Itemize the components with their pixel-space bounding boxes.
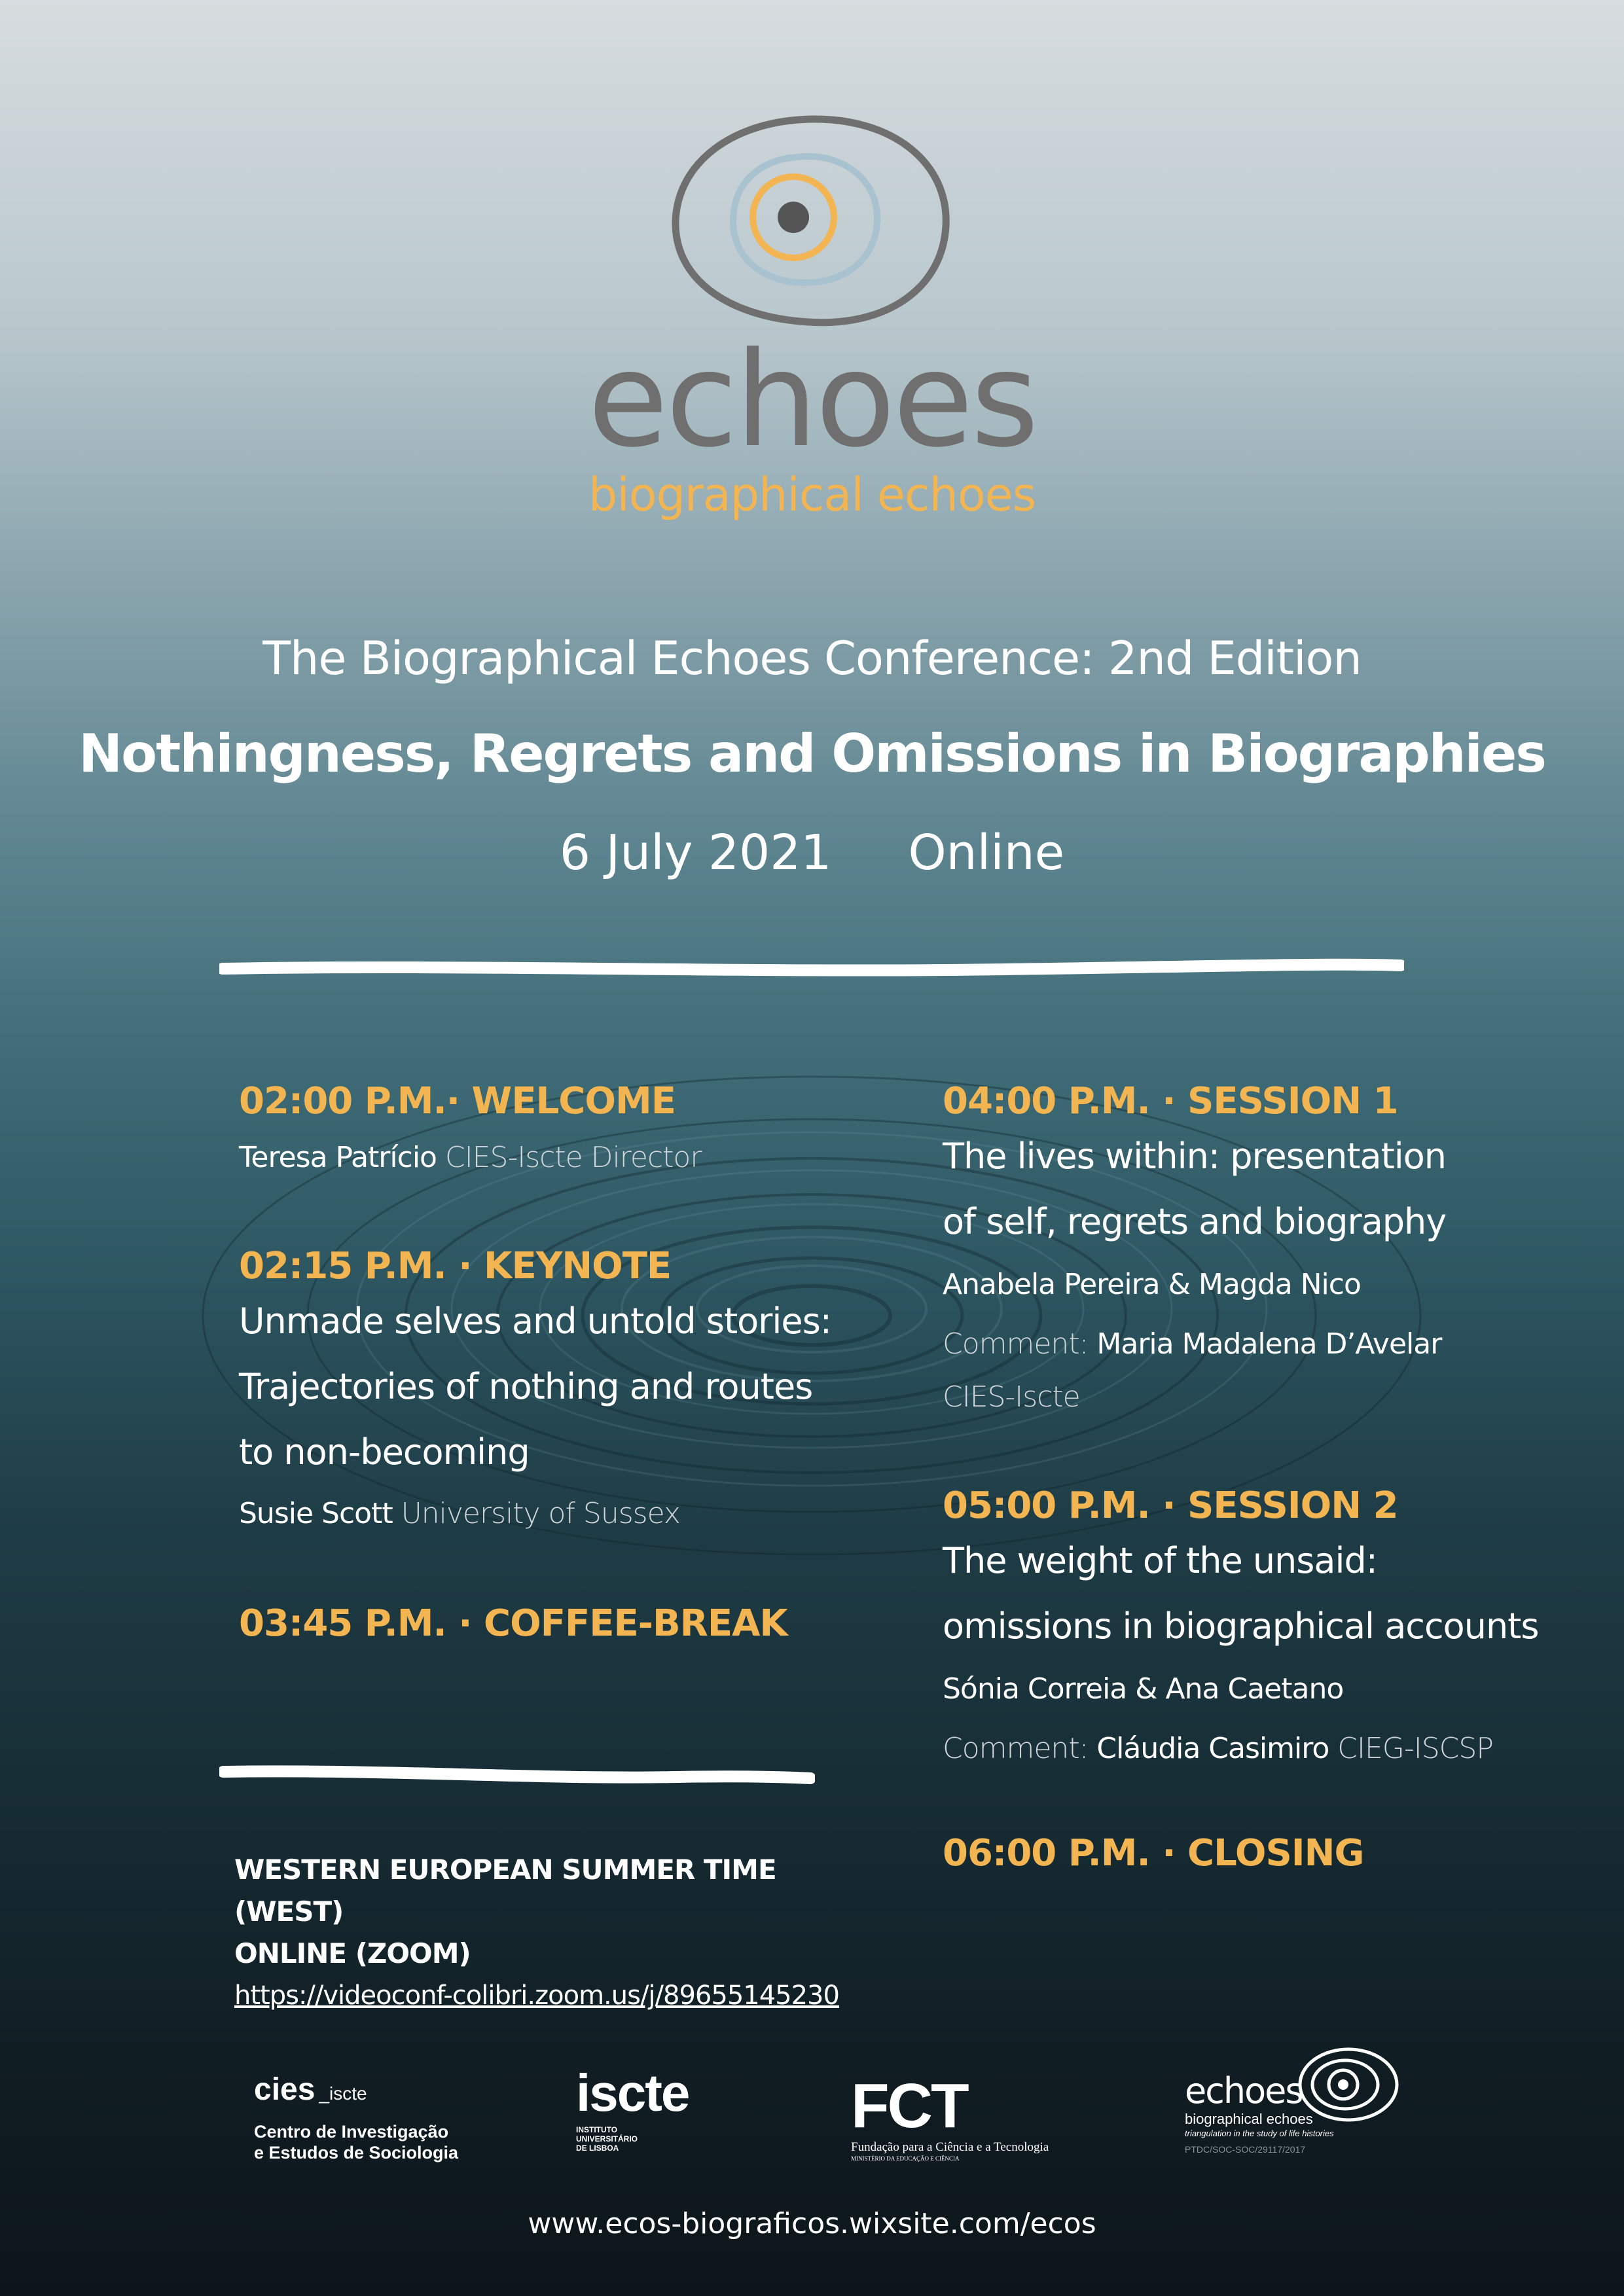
- platform: ONLINE (ZOOM): [234, 1937, 471, 1969]
- echoes-eye-logo-icon: [668, 111, 956, 334]
- footer-website[interactable]: www.ecos-biograficos.wixsite.com/ecos: [528, 2207, 1096, 2240]
- echoes-small-eye-icon: [1296, 2045, 1401, 2124]
- welcome-affiliation: CIES-Iscte Director: [444, 1141, 702, 1174]
- page-title: Nothingness, Regrets and Omissions in Biographies: [79, 723, 1545, 784]
- keynote-affiliation: University of Sussex: [401, 1497, 680, 1530]
- session1-comment-affiliation: CIES-Iscte: [943, 1380, 1080, 1414]
- keynote-title-line: Unmade selves and untold stories:: [239, 1300, 831, 1342]
- iscte-line1: INSTITUTO: [576, 2125, 618, 2134]
- session2-comment-affiliation: CIEG-ISCSP: [1337, 1732, 1493, 1765]
- session1-heading: 04:00 P.M. · SESSION 1: [943, 1080, 1398, 1122]
- session2-title-line: The weight of the unsaid:: [943, 1540, 1377, 1581]
- fct-logo: FCT: [851, 2071, 967, 2141]
- session2-heading: 05:00 P.M. · SESSION 2: [943, 1484, 1398, 1527]
- echoes-tagline: triangulation in the study of life histories: [1185, 2128, 1334, 2138]
- cies-line1: Centro de Investigação: [254, 2122, 449, 2142]
- welcome-heading: 02:00 P.M.· WELCOME: [239, 1080, 676, 1122]
- iscte-line3: DE LISBOA: [576, 2144, 619, 2153]
- cies-name: cies: [254, 2072, 316, 2107]
- logo-word: echoes: [587, 324, 1037, 476]
- cies-suffix: _iscte: [319, 2083, 367, 2104]
- partner-fct: [851, 2071, 1113, 2162]
- partner-echoes: [1185, 2045, 1447, 2159]
- keynote-speaker-line: [239, 1497, 893, 1530]
- welcome-speaker-line: [239, 1141, 893, 1174]
- session2-comment-line: [943, 1732, 1597, 1765]
- session2-comment-name: Cláudia Casimiro: [1096, 1732, 1329, 1765]
- session1-comment-name: Maria Madalena D’Avelar: [1096, 1327, 1442, 1361]
- session1-title-line: The lives within: presentation: [943, 1136, 1447, 1177]
- edition-heading: The Biographical Echoes Conference: 2nd Edition: [262, 632, 1362, 685]
- info-block: [234, 1849, 889, 2017]
- event-mode: Online: [908, 825, 1065, 881]
- schedule-right: [943, 1080, 1597, 1874]
- session1-comment-line: [943, 1327, 1597, 1361]
- fct-line2: MINISTÉRIO DA EDUCAÇÃO E CIÊNCIA: [851, 2155, 960, 2162]
- keynote-heading: 02:15 P.M. · KEYNOTE: [239, 1245, 672, 1287]
- keynote-title-line: to non-becoming: [239, 1431, 530, 1473]
- session1-comment-label: Comment:: [943, 1327, 1089, 1361]
- session2-speakers: Sónia Correia & Ana Caetano: [943, 1672, 1344, 1706]
- timezone: WESTERN EUROPEAN SUMMER TIME (WEST): [234, 1854, 776, 1928]
- session1-speakers: Anabela Pereira & Magda Nico: [943, 1268, 1361, 1301]
- echoes-small-word: echoes: [1185, 2070, 1303, 2111]
- logo-subtitle-text: biographical echoes: [588, 468, 1036, 522]
- keynote-title-line: Trajectories of nothing and routes: [239, 1366, 813, 1407]
- session2-comment-label: Comment:: [943, 1732, 1089, 1765]
- session2-title: [943, 1528, 1597, 1659]
- iscte-logo: iscte: [576, 2064, 689, 2122]
- divider-left: [219, 1757, 815, 1790]
- partner-cies: [254, 2072, 529, 2163]
- logo-wordmark: [0, 324, 1624, 475]
- session1-title: [943, 1124, 1597, 1255]
- date-line: [0, 825, 1624, 881]
- partner-iscte: [576, 2065, 772, 2153]
- cies-logo: [254, 2072, 529, 2112]
- fct-line1: Fundação para a Ciência e a Tecnologia: [851, 2140, 1049, 2154]
- session1-title-line: of self, regrets and biography: [943, 1201, 1447, 1242]
- event-date: 6 July 2021: [559, 825, 832, 881]
- echoes-code: PTDC/SOC-SOC/29117/2017: [1185, 2144, 1306, 2155]
- logo-subtitle: [0, 468, 1624, 527]
- cies-line2: e Estudos de Sociologia: [254, 2143, 459, 2162]
- closing-heading: 06:00 P.M. · CLOSING: [943, 1832, 1364, 1874]
- echoes-small-subtitle: biographical echoes: [1185, 2111, 1313, 2127]
- coffee-break-heading: 03:45 P.M. · COFFEE-BREAK: [239, 1602, 787, 1645]
- schedule-left: [239, 1080, 893, 1645]
- session2-title-line: omissions in biographical accounts: [943, 1605, 1539, 1647]
- iscte-line2: UNIVERSITÁRIO: [576, 2134, 638, 2144]
- keynote-speaker: Susie Scott: [239, 1497, 393, 1530]
- divider-top: [219, 952, 1404, 985]
- zoom-link[interactable]: https://videoconf-colibri.zoom.us/j/89655145230: [234, 1981, 839, 2011]
- welcome-speaker: Teresa Patrício: [239, 1141, 437, 1174]
- keynote-title: [239, 1289, 893, 1485]
